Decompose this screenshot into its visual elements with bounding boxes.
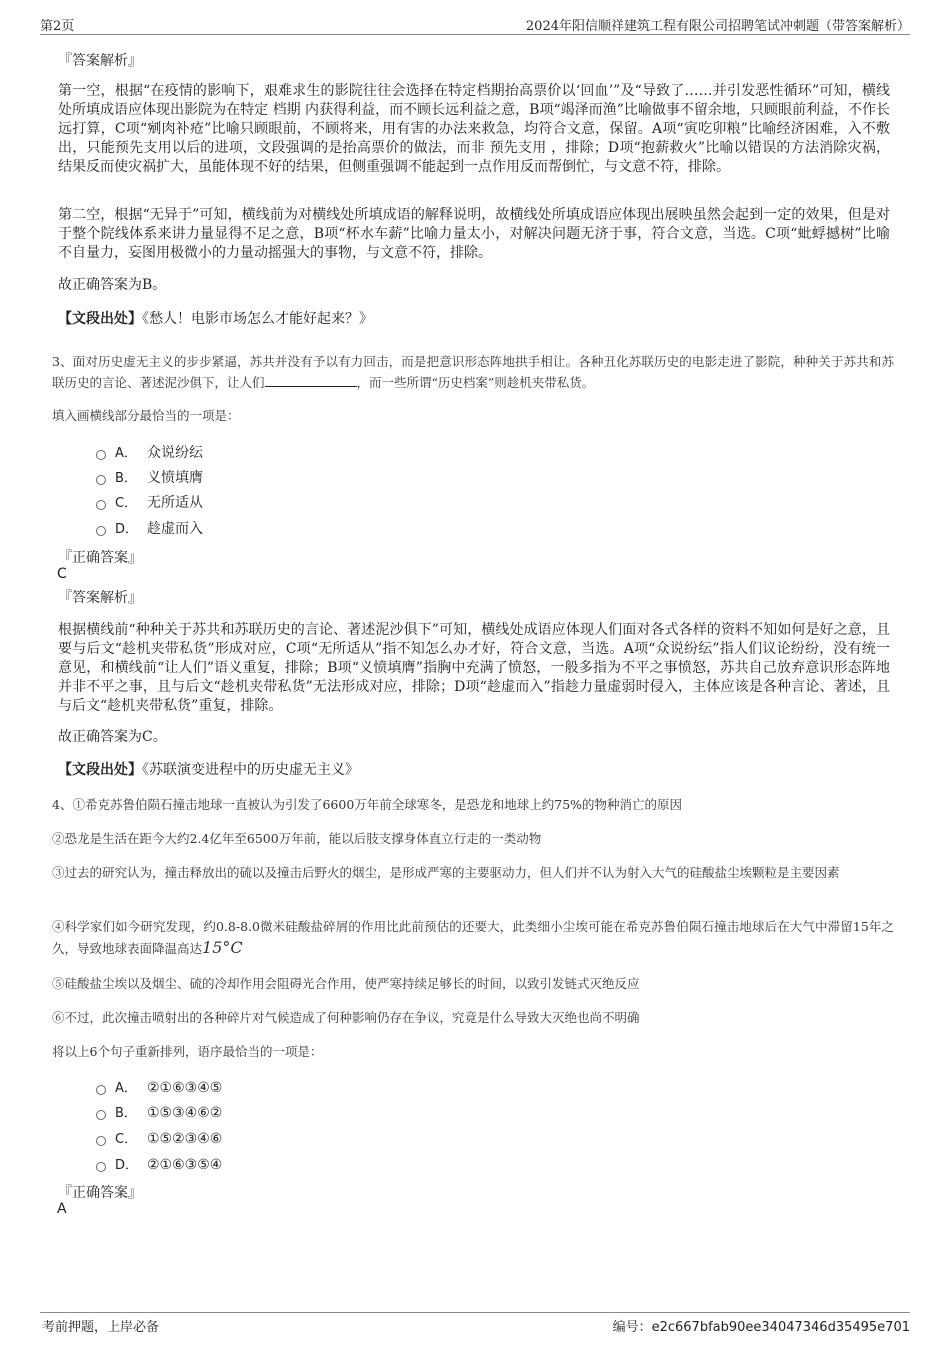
q3-stem [52, 351, 894, 393]
q2-conclusion: 故正确答案为B。 [58, 277, 167, 293]
radio-icon[interactable] [96, 500, 106, 510]
radio-icon[interactable] [96, 526, 106, 536]
page-header [40, 14, 910, 35]
q4-sentence-3: ③过去的研究认为，撞击释放出的硫以及撞击后野火的烟尘，是形成严寒的主要驱动力，但人们并不认为射入大气的硅酸盐尘埃颗粒是主要因素 [52, 865, 840, 880]
q3-analysis-label: 『答案解析』 [58, 590, 142, 606]
radio-icon[interactable] [96, 1110, 106, 1120]
q4-option-b[interactable]: B． ①⑤③④⑥② [96, 1102, 222, 1122]
q3-source [58, 761, 890, 780]
q4-sentence-6: ⑥不过，此次撞击喷射出的各种碎片对气候造成了何种影响仍存在争议，究竟是什么导致大灭绝也尚不明确 [52, 1010, 640, 1025]
q4-temperature: 15°C [202, 938, 243, 957]
radio-icon[interactable] [96, 1136, 106, 1146]
q3-source-label: 【文段出处】 [58, 762, 142, 778]
page-number: 第2页 [40, 19, 75, 34]
q4-sentence-1: 4、①希克苏鲁伯陨石撞击地球一直被认为引发了6600万年前全球寒冬，是恐龙和地球上约75%的物种消亡的原因 [52, 797, 683, 812]
q4-option-a[interactable]: A． ②①⑥③④⑤ [96, 1077, 222, 1097]
q3-stem-part-b: ，而一些所谓“历史档案”则趁机夹带私货。 [356, 375, 595, 390]
q3-correct-label: 『正确答案』 [58, 550, 142, 566]
q2-source-text: 《愁人！电影市场怎么才能好起来？》 [142, 311, 373, 327]
q3-blank [265, 374, 357, 387]
footer-code: 编号：e2c667bfab90ee34047346d35495e701 [612, 1320, 910, 1335]
q4-prompt: 将以上6个句子重新排列，语序最恰当的一项是： [52, 1044, 323, 1059]
q4-sentence-4: ④科学家们如今研究发现，约0.8-8.0微米硅酸盐碎屑的作用比此前预估的还要大，此类细小尘埃可能在希克苏鲁伯陨石撞击地球后在大气中滞留15年之久，导致地球表面降温高达15°C [52, 919, 894, 957]
q3-conclusion: 故正确答案为C。 [58, 729, 167, 745]
radio-icon[interactable] [96, 1162, 106, 1172]
q3-option-c[interactable]: C． 无所适从 [96, 492, 203, 512]
q4-option-d[interactable]: D． ②①⑥③⑤④ [96, 1154, 222, 1174]
q4-correct-answer: A [57, 1201, 67, 1217]
q4-sentence-2: ②恐龙是生活在距今大约2.4亿年至6500万年前，能以后肢支撑身体直立行走的一类动物 [52, 831, 542, 846]
radio-icon[interactable] [96, 1085, 106, 1095]
q4-sentence-5: ⑤硅酸盐尘埃以及烟尘、硫的冷却作用会阻碍光合作用，使严寒持续足够长的时间，以致引发链式灭绝反应 [52, 976, 640, 991]
radio-icon[interactable] [96, 450, 106, 460]
q2-source [58, 310, 890, 329]
q2-analysis-paragraph-1: 第一空，根据“在疫情的影响下，艰难求生的影院往往会选择在特定档期抬高票价以‘回血’”及“导致了……并引发恶性循环”可知，横线处所填成语应体现出影院为在特定 档期 内获得利益，而不顾长远利益之意，B项“竭泽而渔”比喻做事不留余地，只顾眼前利益，不作长远打算，C项“剜肉补疮”比喻只顾眼前，不顾将来，用有害的办法来救急，均符合文意，保留。A项“寅吃卯粮”比喻经济困难，入不敷出，只能预先支用以后的进项，文段强调的是抬高票价的做法，而非 预先支用 ，排除；D项“抱薪救火”比喻以错误的方法消除灾祸，结果反而使灾祸扩大，虽能体现不好的结果，但侧重强调不能起到一点作用反而帮倒忙，与文意不符，排除。 [58, 83, 890, 175]
q3-option-d[interactable]: D． 趁虚而入 [96, 518, 203, 538]
q3-correct-answer: C [57, 566, 67, 582]
q4-correct-label: 『正确答案』 [58, 1185, 142, 1201]
q3-analysis-paragraph: 根据横线前“种种关于苏共和苏联历史的言论、著述泥沙俱下”可知，横线处成语应体现人们面对各式各样的资料不知如何是好之意，且要与后文“趁机夹带私货”形成对应，C项“无所适从”指不知怎么办才好，符合文意，当选。A项“众说纷纭”指人们议论纷纷，没有统一意见，和横线前“让人们”语义重复，排除；B项“义愤填膺”指胸中充满了愤怒，一般多指为不平之事愤怒，苏共自己放弃意识形态阵地并非不平之事，且与后文“趁机夹带私货”无法形成对应，排除；D项“趁虚而入”指趁力量虚弱时侵入，主体应该是各种言论、著述，且与后文“趁机夹带私货”重复，排除。 [58, 622, 890, 714]
radio-icon[interactable] [96, 475, 106, 485]
q3-option-a[interactable]: A． 众说纷纭 [96, 442, 203, 462]
q4-option-c[interactable]: C． ①⑤②③④⑥ [96, 1128, 222, 1148]
q2-analysis-paragraph-2: 第二空，根据“无异于”可知，横线前为对横线处所填成语的解释说明，故横线处所填成语应体现出展映虽然会起到一定的效果，但是对于整个院线体系来讲力量显得不足之意，B项“杯水车薪”比喻力量太小，对解决问题无济于事，符合文意，当选。C项“蚍蜉撼树”比喻不自量力，妄图用极微小的力量动摇强大的事物，与文意不符，排除。 [58, 207, 890, 261]
q3-option-b[interactable]: B． 义愤填膺 [96, 467, 203, 487]
document-title: 2024年阳信顺祥建筑工程有限公司招聘笔试冲刺题（带答案解析） [525, 19, 910, 34]
q3-stem-part-a: 3、面对历史虚无主义的步步紧逼，苏共并没有予以有力回击，而是把意识形态阵地拱手相让。各种丑化苏联历史的电影走进了影院，种种关于苏共和苏联历史的言论、著述泥沙俱下，让人们 [52, 354, 894, 390]
q3-source-text: 《苏联演变进程中的历史虚无主义》 [142, 762, 359, 778]
footer-slogan: 考前押题，上岸必备 [42, 1320, 160, 1335]
q3-prompt: 填入画横线部分最恰当的一项是： [52, 408, 240, 423]
q2-analysis-label: 『答案解析』 [58, 53, 142, 69]
q2-source-label: 【文段出处】 [58, 311, 142, 327]
page-footer [40, 1312, 910, 1335]
